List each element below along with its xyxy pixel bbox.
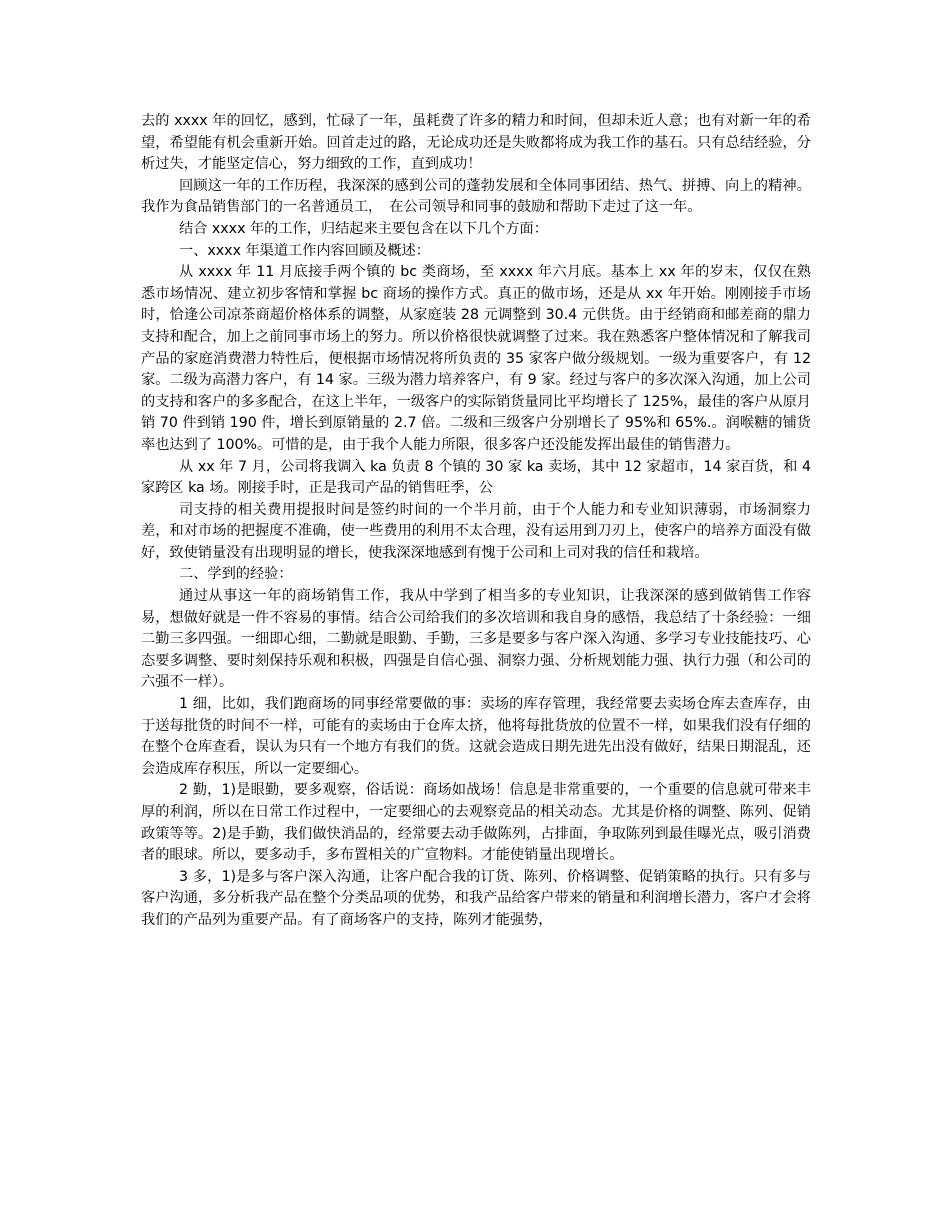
paragraph-ten-lessons: 通过从事这一年的商场销售工作，我从中学到了相当多的专业知识，让我深深的感到做销售工作容易，想做好就是一件不容易的事情。结合公司给我们的多次培训和我自身的感悟，我总结了十条经验：一细二勤三多四强。一细即心细，二勤就是眼勤、手勤，三多是要多与客户深入沟通、多学习专业技能技巧、心态要多调整、要时刻保持乐观和积极，四强是自信心强、洞察力强、分析规划能力强、执行力强（和公司的六强不一样）。 <box>141 588 811 691</box>
paragraph-intro: 去的 xxxx 年的回忆，感到，忙碌了一年，虽耗费了许多的精力和时间，但却未近人意；也有对新一年的希望，希望能有机会重新开始。回首走过的路，无论成功还是失败都将成为我工作的基石。只有总结经验，分析过失，才能坚定信心，努力细致的工作，直到成功！ <box>141 113 811 173</box>
section-heading-lessons: 二、学到的经验： <box>179 566 293 583</box>
paragraph-bc-market: 从 xxxx 年 11 月底接手两个镇的 bc 类商场，至 xxxx 年六月底。基本上 xx 年的岁末，仅仅在熟悉市场情况、建立初步客情和掌握 bc 商场的操作方式。真正的做市场，还是从 xx 年开始。刚刚接手市场时，恰逢公司凉茶商超价格体系的调整，从家庭装 28 元调整到 30.4 元供货。由于经销商和邮差商的鼎力支持和配合，加上之前同事市场上的努力。所以价格很快就调整了过来。我在熟悉客户整体情况和了解我司产品的家庭消费潜力特性后，便根据市场情况将所负责的 35 家客户做分级规划。一级为重要客户，有 12 家。二级为高潜力客户，有 14 家。三级为潜力培养客户，有 9 家。经过与客户的多次深入沟通，加上公司的支持和客户的多多配合，在这上半年，一级客户的实际销货量同比平均增长了 125%，最佳的客户从原月销 70 件到销 190 件，增长到原销量的 2.7 倍。二级和三级客户分别增长了 95%和 65%.。润喉糖的铺货率也达到了 100%。可惜的是，由于我个人能力所限，很多客户还没能发挥出最佳的销售潜力。 <box>141 264 811 453</box>
paragraph-ka-costs: 司支持的相关费用提报时间是签约时间的一个半月前，由于个人能力和专业知识薄弱，市场洞察力差，和对市场的把握度不准确，使一些费用的利用不太合理，没有运用到刀刃上，使客户的培养方面没有做好，致使销量没有出现明显的增长，使我深深地感到有愧于公司和上司对我的信任和栽培。 <box>141 501 811 561</box>
paragraph-lesson-diligent: 2 勤，1)是眼勤，要多观察，俗话说：商场如战场！信息是非常重要的，一个重要的信息就可带来丰厚的利润，所以在日常工作过程中，一定要细心的去观察竞品的相关动态。尤其是价格的调整、陈列、促销政策等等。2)是手勤，我们做快消品的，经常要去动手做陈列，占排面，争取陈列到最佳曝光点，吸引消费者的眼球。所以，要多动手，多布置相关的广宣物料。才能使销量出现增长。 <box>141 782 811 864</box>
paragraph-summary-lead: 结合 xxxx 年的工作，归结起来主要包含在以下几个方面： <box>179 220 548 237</box>
paragraph-review-intro: 回顾这一年的工作历程，我深深的感到公司的蓬勃发展和全体同事团结、热气、拼搏、向上的精神。我作为食品销售部门的一名普通员工， 在公司领导和同事的鼓励和帮助下走过了这一年。 <box>141 177 811 216</box>
paragraph-ka-transfer: 从 xx 年 7 月，公司将我调入 ka 负责 8 个镇的 30 家 ka 卖场，其中 12 家超市，14 家百货，和 4 家跨区 ka 场。刚接手时，正是我司产品的销售旺季，公 <box>141 458 811 497</box>
section-heading-channel-work: 一、xxxx 年渠道工作内容回顾及概述： <box>179 242 430 259</box>
document-body <box>141 111 811 932</box>
paragraph-lesson-more: 3 多，1)是多与客户深入沟通，让客户配合我的订货、陈列、价格调整、促销策略的执行。只有多与客户沟通，多分析我产品在整个分类品项的优势，和我产品给客户带来的销量和利润增长潜力，客户才会将我们的产品列为重要产品。有了商场客户的支持，陈列才能强势， <box>141 868 811 928</box>
paragraph-lesson-careful: 1 细，比如，我们跑商场的同事经常要做的事：卖场的库存管理，我经常要去卖场仓库去查库存，由于送每批货的时间不一样，可能有的卖场由于仓库太挤，他将每批货放的位置不一样，如果我们没有仔细的在整个仓库查看，误认为只有一个地方有我们的货。这就会造成日期先进先出没有做好，结果日期混乱，还会造成库存积压，所以一定要细心。 <box>141 696 811 777</box>
